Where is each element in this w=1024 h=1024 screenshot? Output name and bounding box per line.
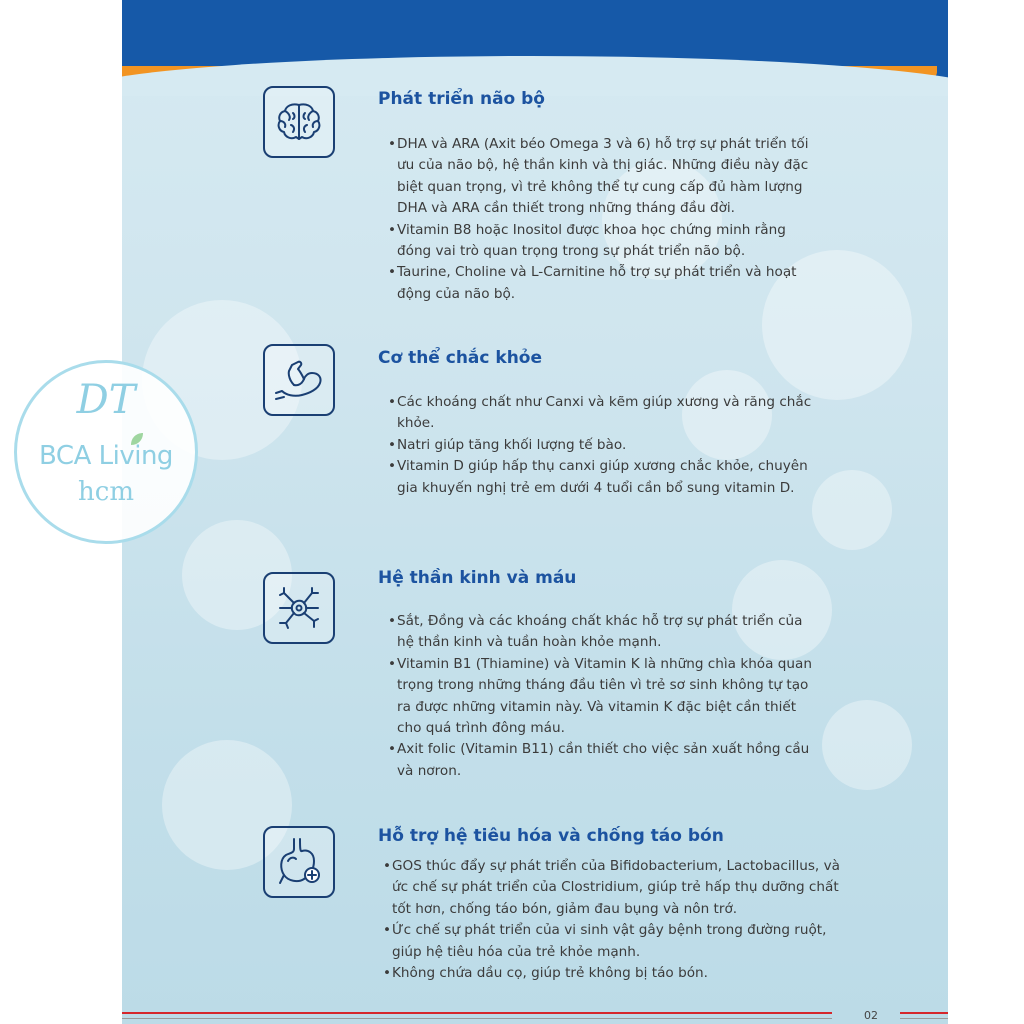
list-item: • Sắt, Đồng và các khoáng chất khác hỗ trợ sự phát triển của hệ thần kinh và tuần hoàn khỏe mạnh. [388, 611, 818, 654]
bullet-list [383, 856, 855, 984]
section-title: Hỗ trợ hệ tiêu hóa và chống táo bón [378, 826, 724, 846]
list-item: • Không chứa dầu cọ, giúp trẻ không bị táo bón. [383, 963, 855, 984]
watermark-city: hcm [78, 477, 134, 507]
neuron-icon [263, 572, 335, 644]
watermark-logo [14, 360, 198, 544]
footer-gray-line [122, 1018, 832, 1019]
watermark-monogram: DT [76, 377, 136, 423]
footer-rules [122, 1012, 948, 1024]
brain-icon [263, 86, 335, 158]
muscle-arm-icon [263, 344, 335, 416]
stomach-icon [263, 826, 335, 898]
bullet-list [388, 611, 818, 782]
list-item: • Vitamin D giúp hấp thụ canxi giúp xương chắc khỏe, chuyên gia khuyến nghị trẻ em dưới 4 tuổi cần bổ sung vitamin D. [388, 456, 818, 499]
list-item: • Ức chế sự phát triển của vi sinh vật gây bệnh trong đường ruột, giúp hệ tiêu hóa của trẻ khỏe mạnh. [383, 920, 855, 963]
list-item: • GOS thúc đẩy sự phát triển của Bifidobacterium, Lactobacillus, và ức chế sự phát triển của Clostridium, giúp trẻ hấp thụ dưỡng chất tốt hơn, chống táo bón, giảm đau bụng và nôn trớ. [383, 856, 855, 920]
bokeh-decoration [822, 700, 912, 790]
list-item: • Natri giúp tăng khối lượng tế bào. [388, 435, 818, 456]
footer-red-line [900, 1012, 948, 1014]
list-item: • Taurine, Choline và L-Carnitine hỗ trợ sự phát triển và hoạt động của não bộ. [388, 262, 818, 305]
bullet-list [388, 392, 818, 499]
list-item: • DHA và ARA (Axit béo Omega 3 và 6) hỗ trợ sự phát triển tối ưu của não bộ, hệ thần kinh và thị giác. Những điều này đặc biệt quan trọng, vì trẻ không thể tự cung cấp đủ hàm lượng DHA và ARA cần thiết trong những tháng đầu đời. [388, 134, 818, 220]
section-title: Phát triển não bộ [378, 89, 545, 109]
footer-red-line [122, 1012, 832, 1014]
footer-gray-line [900, 1018, 948, 1019]
section-title: Hệ thần kinh và máu [378, 568, 577, 588]
watermark-brand: BCA Living [39, 441, 173, 471]
list-item: • Các khoáng chất như Canxi và kẽm giúp xương và răng chắc khỏe. [388, 392, 818, 435]
section-title: Cơ thể chắc khỏe [378, 348, 543, 368]
list-item: • Vitamin B8 hoặc Inositol được khoa học chứng minh rằng đóng vai trò quan trọng trong sự phát triển não bộ. [388, 220, 818, 263]
list-item: • Axit folic (Vitamin B11) cần thiết cho việc sản xuất hồng cầu và nơron. [388, 739, 818, 782]
bokeh-decoration [812, 470, 892, 550]
page-number: 02 [864, 1009, 878, 1022]
bullet-list [388, 134, 818, 305]
list-item: • Vitamin B1 (Thiamine) và Vitamin K là những chìa khóa quan trọng trong những tháng đầu tiên vì trẻ sơ sinh không tự tạo ra được những vitamin này. Và vitamin K đặc biệt cần thiết cho quá trình đông máu. [388, 654, 818, 740]
